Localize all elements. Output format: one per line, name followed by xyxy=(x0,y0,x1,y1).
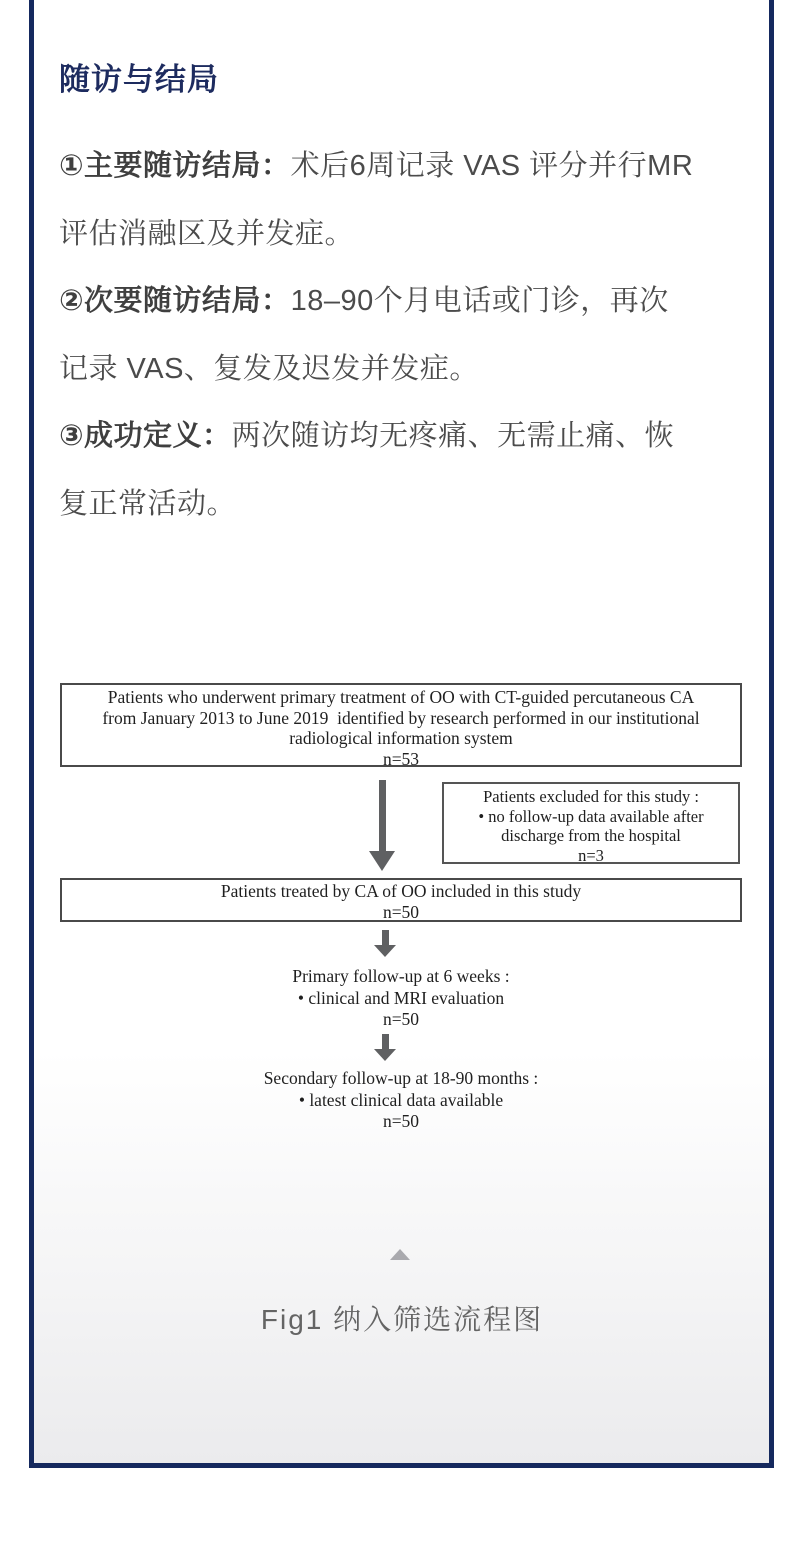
article-body xyxy=(59,133,759,538)
arrow-head xyxy=(374,1049,396,1061)
text-line: Primary follow-up at 6 weeks : xyxy=(292,966,510,986)
flow-box-included xyxy=(60,878,742,922)
text-line: n=50 xyxy=(382,1009,420,1029)
text-line: 复正常活动。 xyxy=(59,487,237,520)
text-line: ③成功定义：两次随访均无疼痛、无需止痛、恢 xyxy=(59,420,675,452)
collapse-triangle-up-icon xyxy=(390,1249,410,1260)
text-line: radiological information system xyxy=(289,728,513,748)
flow-arrow-down-icon xyxy=(368,780,396,871)
flow-text-secondary-followup xyxy=(60,1068,742,1133)
flow-text-primary-followup xyxy=(60,966,742,1031)
figure-caption: Fig1 纳入筛选流程图 xyxy=(260,1304,544,1335)
flow-arrow-down-icon xyxy=(371,1034,399,1061)
text-line: Patients who underwent primary treatment of OO with CT-guided percutaneous CA xyxy=(107,687,695,707)
text-line: from January 2013 to June 2019 identified by research performed in our institutional xyxy=(102,707,700,728)
arrow-shaft xyxy=(379,780,386,851)
text-line: Secondary follow-up at 18-90 months : xyxy=(263,1068,539,1088)
text-line: Patients treated by CA of OO included in this study xyxy=(220,881,582,901)
flow-box-excluded xyxy=(442,782,740,864)
text-line: 记录 VAS、复发及迟发并发症。 xyxy=(59,352,479,385)
arrow-shaft xyxy=(382,1034,389,1049)
text-line: ②次要随访结局：18–90个月电话或门诊，再次 xyxy=(59,285,669,317)
text-line: • no follow-up data available after xyxy=(478,806,704,826)
text-line: • clinical and MRI evaluation xyxy=(297,987,505,1008)
section-title: 随访与结局 xyxy=(59,62,219,97)
text-line: • latest clinical data available xyxy=(298,1089,504,1110)
text-line: n=50 xyxy=(382,1111,420,1131)
text-line: ①主要随访结局：术后6周记录 VAS 评分并行MR xyxy=(59,150,694,182)
text-line: Patients excluded for this study : xyxy=(483,787,699,806)
flow-arrow-down-icon xyxy=(371,930,399,957)
text-line: n=50 xyxy=(382,901,420,922)
text-line: n=53 xyxy=(382,748,420,769)
text-line: n=3 xyxy=(578,845,604,865)
flow-box-eligible xyxy=(60,683,742,767)
arrow-shaft xyxy=(382,930,389,945)
arrow-head xyxy=(374,945,396,957)
text-line: 评估消融区及并发症。 xyxy=(59,217,355,250)
arrow-head xyxy=(369,851,395,871)
text-line: discharge from the hospital xyxy=(501,826,681,845)
